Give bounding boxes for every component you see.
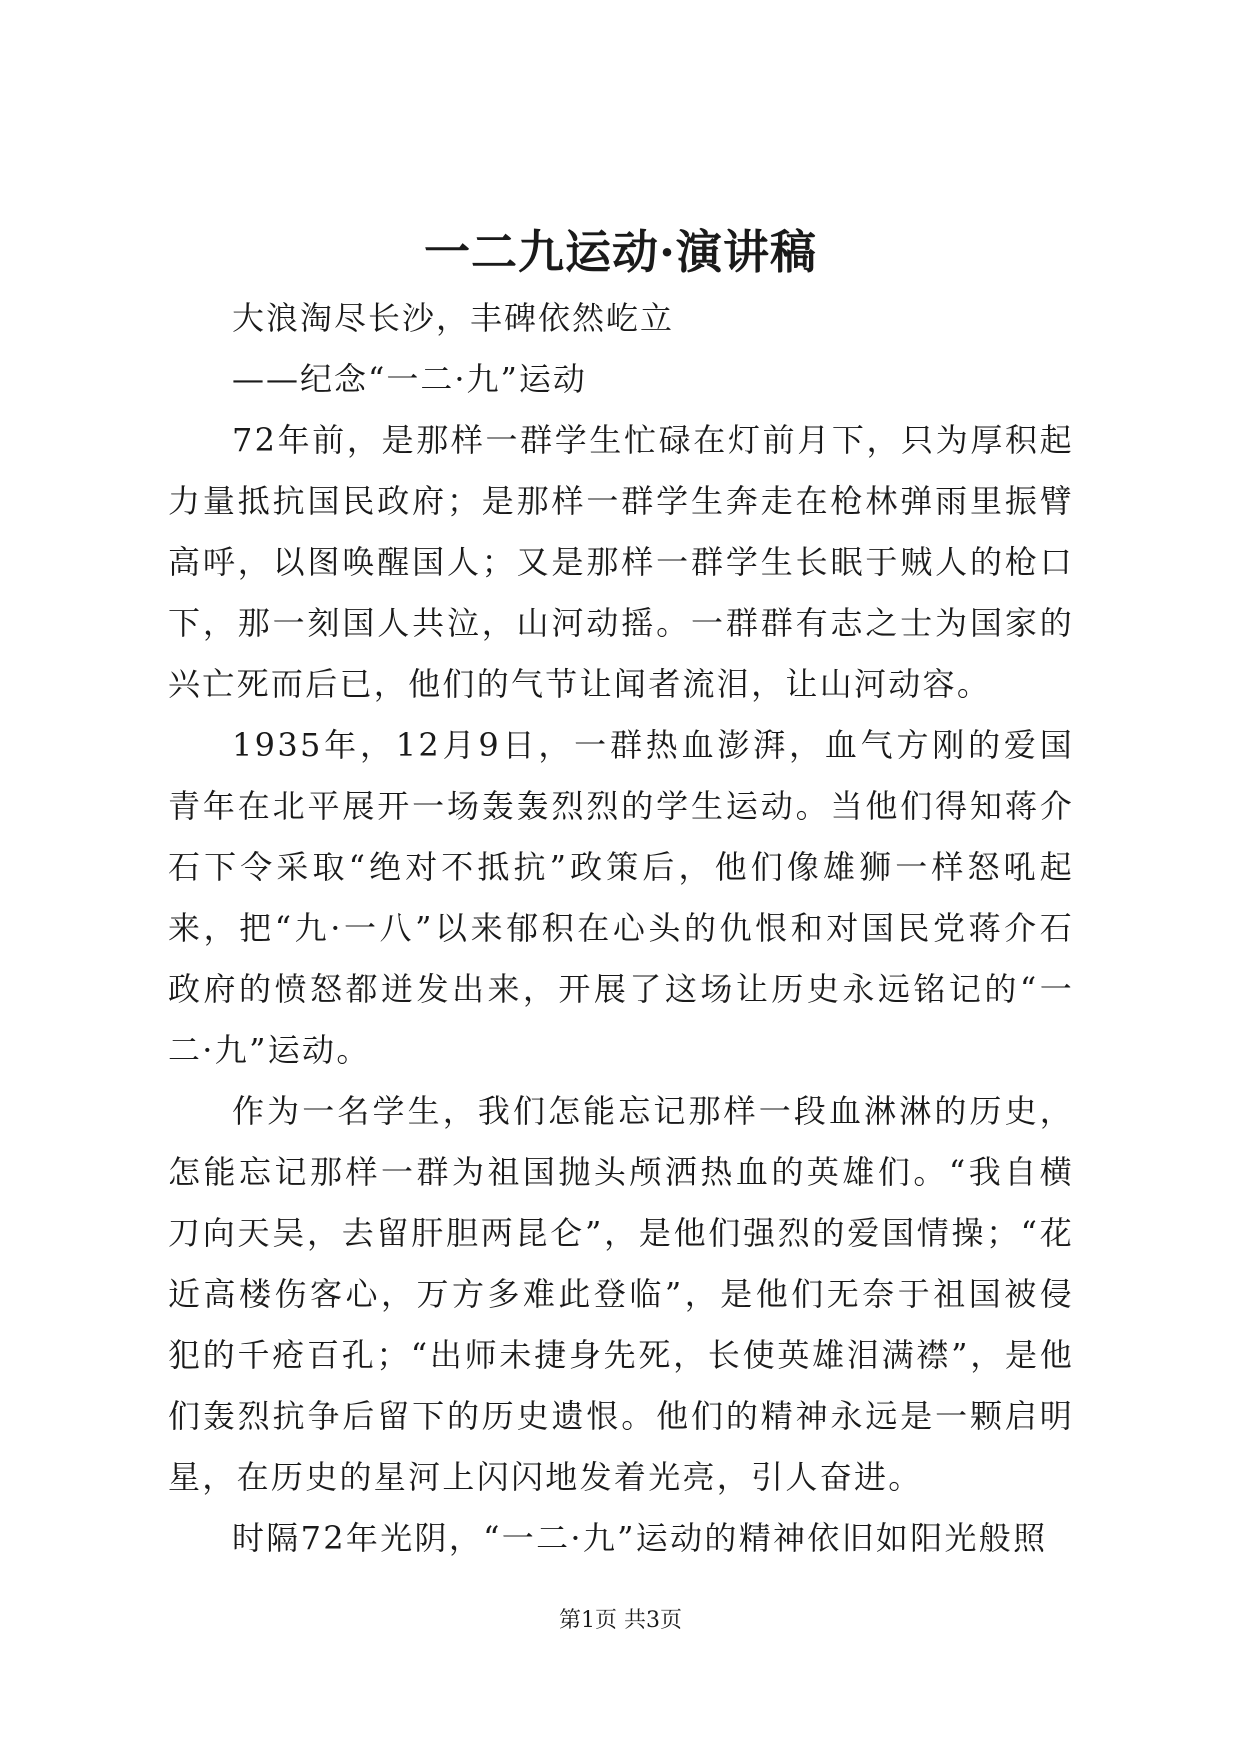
paragraph-1: 72年前，是那样一群学生忙碌在灯前月下，只为厚积起力量抵抗国民政府；是那样一群学生奔走在枪林弹雨里振臂高呼，以图唤醒国人；又是那样一群学生长眠于贼人的枪口下，那一刻国人共泣，山河动摇。一群群有志之士为国家的兴亡死而后已，他们的气节让闻者流泪，让山河动容。 (168, 421, 1074, 703)
paragraph-4: 时隔72年光阴，“一二·九”运动的精神依旧如阳光般照 (232, 1519, 1048, 1557)
document-title: 一二九运动·演讲稿 (423, 225, 817, 279)
subtitle-line-1: 大浪淘尽长沙，丰碑依然屹立 (232, 299, 675, 337)
paragraph-2: 1935年，12月9日，一群热血澎湃，血气方刚的爱国青年在北平展开一场轰轰烈烈的学生运动。当他们得知蒋介石下令采取“绝对不抵抗”政策后，他们像雄狮一样怒吼起来，把“九·一八”以来郁积在心头的仇恨和对国民党蒋介石政府的愤怒都迸发出来，开展了这场让历史永远铭记的“一二·九”运动。 (168, 726, 1074, 1069)
page-footer: 第1页 共3页 (559, 1608, 682, 1633)
subtitle-line-2: ——纪念“一二·九”运动 (232, 360, 587, 398)
paragraph-3: 作为一名学生，我们怎能忘记那样一段血淋淋的历史，怎能忘记那样一群为祖国抛头颅洒热血的英雄们。“我自横刀向天吴，去留肝胆两昆仑”，是他们强烈的爱国情操；“花近高楼伤客心，万方多难此登临”，是他们无奈于祖国被侵犯的千疮百孔；“出师未捷身先死，长使英雄泪满襟”，是他们轰烈抗争后留下的历史遗恨。他们的精神永远是一颗启明星，在历史的星河上闪闪地发着光亮，引人奋进。 (168, 1092, 1074, 1496)
document-body (168, 288, 1074, 1569)
